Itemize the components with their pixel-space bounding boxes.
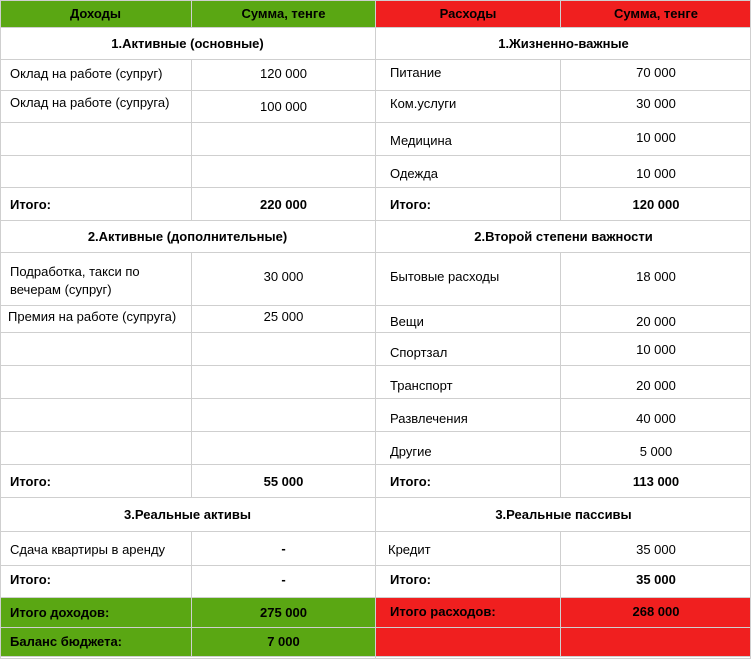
expenses-section2-title: 2.Второй степени важности bbox=[376, 221, 751, 253]
expense-row-label: Транспорт bbox=[376, 366, 561, 398]
income-row-amount: 25 000 bbox=[263, 309, 304, 324]
expense-row-label: Спортзал bbox=[376, 333, 561, 365]
income-row-label: Премия на работе (супруга) bbox=[0, 306, 192, 332]
income-section2-title: 2.Активные (дополнительные) bbox=[0, 221, 375, 253]
expenses-empty-amount bbox=[561, 628, 751, 656]
income-row-amount: - bbox=[281, 541, 286, 556]
income-section3-total-label: Итого: bbox=[0, 566, 192, 597]
income-section1-total-row bbox=[0, 188, 375, 221]
expenses-section1-total-row bbox=[376, 188, 751, 221]
expense-row-amount: 20 000 bbox=[636, 314, 676, 329]
expense-row-amount: 10 000 bbox=[636, 130, 676, 145]
income-header-amount: Сумма, тенге bbox=[241, 6, 326, 21]
income-row bbox=[0, 253, 375, 306]
expense-row-amount: 30 000 bbox=[636, 96, 676, 111]
expense-row-label: Одежда bbox=[376, 156, 561, 187]
income-row-amount: 120 000 bbox=[260, 66, 307, 81]
income-header-label: Доходы bbox=[0, 0, 192, 27]
income-section3-total-row bbox=[0, 566, 375, 598]
expenses-section2-total-amount: 113 000 bbox=[632, 474, 680, 489]
income-row bbox=[0, 306, 375, 333]
expense-row bbox=[376, 333, 751, 366]
income-row bbox=[0, 532, 375, 566]
income-section2-total-row bbox=[0, 465, 375, 498]
income-section1-total-label: Итого: bbox=[0, 188, 192, 220]
income-row-label bbox=[0, 123, 192, 155]
expense-row-label: Питание bbox=[376, 60, 561, 90]
income-row-amount bbox=[192, 333, 375, 365]
income-row-label: Сдача квартиры в аренду bbox=[0, 532, 192, 565]
expenses-empty-row bbox=[376, 628, 751, 657]
income-row bbox=[0, 60, 375, 91]
expense-row-amount: 70 000 bbox=[636, 65, 676, 80]
expense-row-amount: 35 000 bbox=[636, 542, 676, 557]
expenses-header-amount: Сумма, тенге bbox=[613, 6, 699, 21]
balance-row bbox=[0, 628, 375, 657]
income-row-amount: 30 000 bbox=[263, 269, 304, 284]
income-row-label bbox=[0, 156, 192, 187]
income-section2-total-label: Итого: bbox=[0, 465, 192, 497]
expense-row-label: Медицина bbox=[376, 123, 561, 155]
income-row-amount: 100 000 bbox=[260, 99, 307, 114]
expense-row-label: Ком.услуги bbox=[376, 91, 561, 122]
income-row-amount bbox=[192, 432, 375, 464]
balance-label: Баланс бюджета: bbox=[0, 628, 192, 656]
expenses-section3-title: 3.Реальные пассивы bbox=[376, 498, 751, 532]
expenses-section3-total-label: Итого: bbox=[376, 566, 561, 597]
income-row bbox=[0, 156, 375, 188]
income-row-label bbox=[0, 432, 192, 464]
income-row bbox=[0, 366, 375, 399]
expense-row bbox=[376, 306, 751, 333]
expenses-header-row bbox=[376, 0, 751, 28]
income-row-label: Оклад на работе (супруг) bbox=[0, 60, 192, 90]
expense-row-amount: 20 000 bbox=[636, 378, 676, 393]
expenses-column bbox=[376, 0, 751, 657]
expense-row-label: Развлечения bbox=[376, 399, 561, 431]
income-row-amount bbox=[192, 156, 375, 187]
expense-row bbox=[376, 432, 751, 465]
income-section2-total-amount: 55 000 bbox=[263, 474, 304, 489]
income-row-amount bbox=[192, 399, 375, 431]
income-section3-title: 3.Реальные активы bbox=[0, 498, 375, 532]
expenses-section3-total-row bbox=[376, 566, 751, 598]
expenses-section2-total-label: Итого: bbox=[376, 465, 561, 497]
expenses-section2-total-row bbox=[376, 465, 751, 498]
income-row-label bbox=[0, 333, 192, 365]
income-section1-total-amount: 220 000 bbox=[260, 197, 307, 212]
income-row bbox=[0, 123, 375, 156]
expense-row bbox=[376, 532, 751, 566]
income-row-label-line: Подработка, такси по bbox=[10, 264, 140, 279]
expense-row-label: Кредит bbox=[376, 532, 561, 565]
expenses-header-label: Расходы bbox=[376, 0, 561, 27]
income-grand-total-amount: 275 000 bbox=[260, 605, 307, 620]
expense-row-amount: 40 000 bbox=[636, 411, 676, 426]
expenses-grand-total-row bbox=[376, 598, 751, 628]
income-column bbox=[0, 0, 375, 657]
income-row bbox=[0, 333, 375, 366]
expense-row-label: Вещи bbox=[376, 306, 561, 332]
income-row-label bbox=[0, 366, 192, 398]
expense-row-amount: 5 000 bbox=[639, 444, 673, 459]
income-row-amount bbox=[192, 123, 375, 155]
income-section1-title: 1.Активные (основные) bbox=[0, 28, 375, 60]
income-row-label bbox=[0, 399, 192, 431]
income-row-label: Оклад на работе (супруга) bbox=[0, 91, 192, 122]
expense-row bbox=[376, 156, 751, 188]
expense-row-label: Другие bbox=[376, 432, 561, 464]
income-row bbox=[0, 432, 375, 465]
expenses-section3-total-amount: 35 000 bbox=[636, 572, 676, 587]
expense-row bbox=[376, 123, 751, 156]
expenses-grand-total-label: Итого расходов: bbox=[376, 598, 561, 627]
expenses-section1-total-amount: 120 000 bbox=[632, 197, 680, 212]
income-row-label-line: вечерам (супруг) bbox=[10, 282, 112, 297]
expense-row-label: Бытовые расходы bbox=[376, 253, 561, 305]
income-row-amount bbox=[192, 366, 375, 398]
income-row bbox=[0, 399, 375, 432]
column-divider bbox=[375, 0, 376, 659]
income-section3-total-amount: - bbox=[281, 572, 286, 587]
expense-row-amount: 18 000 bbox=[636, 269, 676, 284]
expense-row bbox=[376, 60, 751, 91]
balance-amount: 7 000 bbox=[267, 634, 300, 649]
expense-row bbox=[376, 366, 751, 399]
income-row-label bbox=[0, 253, 192, 305]
expense-row-amount: 10 000 bbox=[636, 166, 676, 181]
expense-row bbox=[376, 399, 751, 432]
expenses-section1-total-label: Итого: bbox=[376, 188, 561, 220]
expenses-empty-label bbox=[376, 628, 561, 656]
income-row bbox=[0, 91, 375, 123]
expenses-section1-title: 1.Жизненно-важные bbox=[376, 28, 751, 60]
income-header-row bbox=[0, 0, 375, 28]
income-grand-total-label: Итого доходов: bbox=[0, 598, 192, 627]
expense-row bbox=[376, 91, 751, 123]
expense-row bbox=[376, 253, 751, 306]
expense-row-amount: 10 000 bbox=[636, 342, 676, 357]
expenses-grand-total-amount: 268 000 bbox=[632, 604, 680, 619]
income-grand-total-row bbox=[0, 598, 375, 628]
